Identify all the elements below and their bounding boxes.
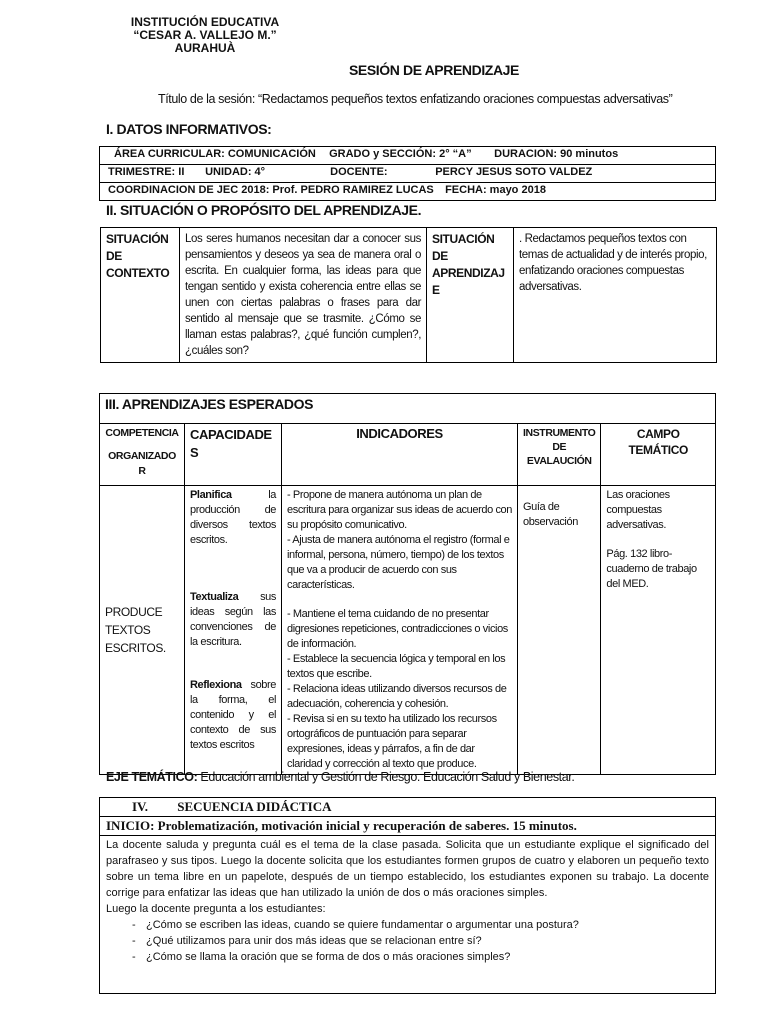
institution-line-1: INSTITUCIÓN EDUCATIVA <box>130 15 280 29</box>
capacidades-cell <box>185 486 282 775</box>
header-competencia <box>100 424 185 486</box>
cap3-title: Reflexiona <box>190 679 242 691</box>
indicador-2: - Ajusta de manera autónoma el registro (formal e informal, persona, número, tiempo) de los textos que va a producir de acuerdo con sus características. <box>287 534 510 591</box>
col-competencia: COMPETENCIA <box>105 427 179 439</box>
docente-name: PERCY JESUS SOTO VALDEZ <box>435 166 593 178</box>
datos-table <box>99 146 716 201</box>
cap1-title: Planifica <box>190 489 232 501</box>
indicador-6: - Revisa si en su texto ha utilizado los recursos ortográficos de puntuación para separar expresiones, ideas y párrafos, a fin de dar claridad y corrección al texto que produce. <box>287 713 497 770</box>
document-title: SESIÓN DE APRENDIZAJE <box>348 62 519 78</box>
question-list <box>106 917 709 965</box>
campo-2: Pág. 132 libro-cuaderno de trabajo del MED. <box>606 548 697 590</box>
institution-header <box>100 16 310 55</box>
institution-line-3: AURAHUÀ <box>174 41 236 55</box>
datos-row-2 <box>100 165 716 183</box>
institution-line-2: “CESAR A. VALLEJO M.” <box>133 28 277 42</box>
aprendizaje-label: SITUACIÓN DE APRENDIZAJ E <box>427 228 514 363</box>
indicador-3: - Mantiene el tema cuidando de no presentar digresiones repeticiones, contradicciones o vicios de información. <box>287 608 508 650</box>
competencia-cell: PRODUCE TEXTOS ESCRITOS. <box>100 486 185 775</box>
aprendizajes-table <box>99 393 716 775</box>
coordinacion: COORDINACION DE JEC 2018: Prof. PEDRO RAMIREZ LUCAS <box>108 184 434 196</box>
cap1-text: la producción de diversos textos escritos. <box>190 489 276 546</box>
col-capacidades: CAPACIDADE S <box>185 424 282 486</box>
secuencia-table <box>99 797 716 994</box>
eje-tematico <box>106 770 574 784</box>
unidad: UNIDAD: 4° <box>205 166 266 178</box>
campo-cell <box>601 486 716 775</box>
instrumento-cell: Guía de observación <box>518 486 601 775</box>
question-3: - ¿Cómo se llama la oración que se forma de dos o más oraciones simples? <box>106 949 709 965</box>
secuencia-heading <box>100 798 716 817</box>
duracion: DURACION: 90 minutos <box>494 148 619 160</box>
capacidad-planifica <box>190 488 276 548</box>
cap2-text: sus ideas según las convenciones de la escritura. <box>190 591 276 648</box>
cap3-text: sobre la forma, el contenido y el contexto de sus textos escritos <box>190 679 276 751</box>
contexto-text: Los seres humanos necesitan dar a conocer sus pensamientos y deseos ya sea de manera oral o escrita. En cualquier forma, las ideas para que tengan sentido y exista coherencia entre ellas se unen con ciertas palabras o frases para dar sentido al mensaje que se trasmite. ¿Cómo se llaman estas palabras?, ¿qué función cumplen?, ¿cuáles son? <box>180 228 427 363</box>
secuencia-number: IV. <box>132 799 149 814</box>
inicio-paragraph: La docente saluda y pregunta cuál es el tema de la clase pasada. Solicita que un estudiante explique el significado del parafraseo y sus tipos. Luego la docente solicita que los estudiantes formen grupos de cuatro y elaboren un pequeño texto sobre un tema libre en un papelote, después de un tiempo establecido, los estudiantes exponen su trabajo. La docente corrige para enfatizar las ideas que han utilizado la unión de dos o más oraciones simples. <box>106 839 709 899</box>
aprendizaje-text: . Redactamos pequeños textos con temas de actualidad y de interés propio, enfatizando oraciones compuestas adversativas. <box>514 228 717 363</box>
docente-label: DOCENTE: <box>330 166 388 178</box>
inicio-heading: INICIO: Problematización, motivación inicial y recuperación de saberes. 15 minutos. <box>100 817 716 836</box>
capacidad-reflexiona <box>190 678 276 753</box>
inicio-body <box>100 836 716 994</box>
area-curricular: ÁREA CURRICULAR: COMUNICACIÓN <box>114 148 316 160</box>
inicio-lead: Luego la docente pregunta a los estudiantes: <box>106 903 326 915</box>
session-name-text: “Redactamos pequeños textos enfatizando oraciones compuestas adversativas” <box>258 92 673 106</box>
aprendizajes-heading: III. APRENDIZAJES ESPERADOS <box>100 394 716 424</box>
trimestre: TRIMESTRE: II <box>108 166 185 178</box>
datos-row-3 <box>100 183 716 201</box>
col-organizador: ORGANIZADO R <box>108 450 176 477</box>
eje-text: Educación ambiental y Gestión de Riesgo. Educación Salud y Bienestar. <box>200 770 575 784</box>
datos-heading: I. DATOS INFORMATIVOS: <box>106 121 272 137</box>
indicador-5: - Relaciona ideas utilizando diversos recursos de adecuación, coherencia y cohesión. <box>287 683 507 710</box>
indicador-1: - Propone de manera autónoma un plan de escritura para organizar sus ideas de acuerdo con su propósito comunicativo. <box>287 489 512 531</box>
col-campo: CAMPO TEMÁTICO <box>601 424 716 486</box>
session-name <box>158 92 672 106</box>
fecha: FECHA: mayo 2018 <box>445 184 546 196</box>
question-1: - ¿Cómo se escriben las ideas, cuando se quiere fundamentar o argumentar una postura? <box>106 917 709 933</box>
indicador-4: - Establece la secuencia lógica y temporal en los textos que escribe. <box>287 653 506 680</box>
campo-1: Las oraciones compuestas adversativas. <box>606 489 670 531</box>
question-2: - ¿Qué utilizamos para unir dos más ideas que se relacionan entre sí? <box>106 933 709 949</box>
cap2-title: Textualiza <box>190 591 239 603</box>
situacion-table <box>100 227 717 363</box>
session-label: Título de la sesión: <box>158 92 255 106</box>
contexto-label: SITUACIÓN DE CONTEXTO <box>101 228 180 363</box>
grado-seccion: GRADO y SECCIÓN: 2° “A” <box>329 148 472 160</box>
situacion-heading: II. SITUACIÓN O PROPÓSITO DEL APRENDIZAJE. <box>106 202 422 218</box>
eje-label: EJE TEMÁTICO: <box>106 770 198 784</box>
col-instrumento: INSTRUMENTO DE EVALAUCIÓN <box>518 424 601 486</box>
secuencia-title: SECUENCIA DIDÁCTICA <box>177 799 332 814</box>
indicadores-cell <box>282 486 518 775</box>
datos-row-1 <box>100 147 716 165</box>
col-indicadores: INDICADORES <box>282 424 518 486</box>
capacidad-textualiza <box>190 590 276 650</box>
